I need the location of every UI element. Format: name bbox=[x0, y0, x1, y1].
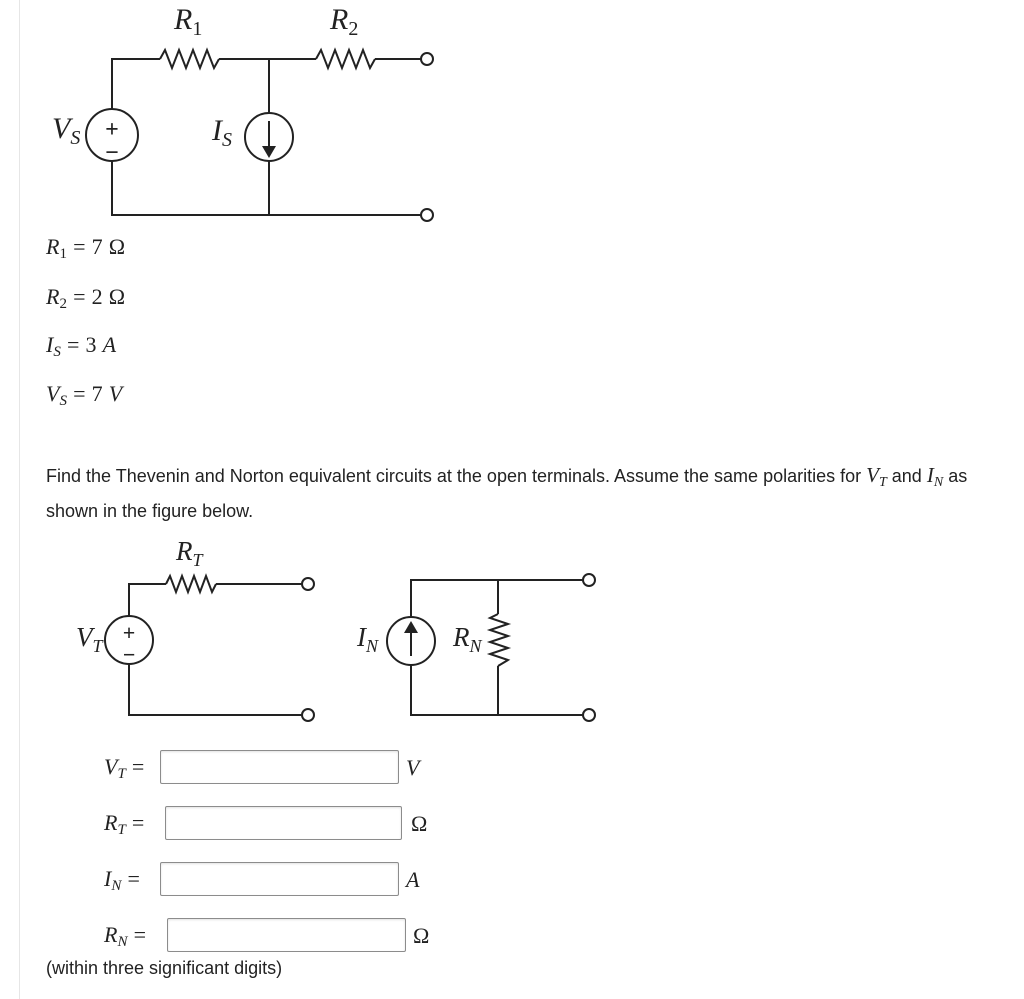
norton-terminal-bottom bbox=[583, 709, 595, 721]
thevenin-terminal-top bbox=[302, 578, 314, 590]
vs-minus-sign: − bbox=[105, 140, 119, 166]
rn-answer-input[interactable] bbox=[167, 918, 406, 952]
resistor-r1-zigzag bbox=[160, 50, 219, 68]
is-arrow-head bbox=[262, 146, 276, 158]
r2-label: $R_2$ bbox=[330, 3, 359, 40]
prompt-vt-symbol: $V_T$ bbox=[866, 463, 887, 490]
given-is: $I_S = 3$ A bbox=[46, 332, 117, 360]
vs-plus-sign: + bbox=[105, 117, 119, 143]
rt-answer-input[interactable] bbox=[165, 806, 402, 840]
rt-label: $R_T$ bbox=[176, 536, 203, 570]
vt-unit: V bbox=[406, 755, 420, 780]
in-answer-input[interactable] bbox=[160, 862, 399, 896]
answer-label-rt: $R_T$ = bbox=[104, 810, 145, 838]
given-r1: $R_1 = 7$ Ω bbox=[46, 234, 126, 262]
given-r2: $R_2 = 2$ Ω bbox=[46, 284, 126, 312]
vt-answer-input[interactable] bbox=[160, 750, 399, 784]
original-circuit-diagram bbox=[0, 0, 460, 232]
prompt-text-2: and bbox=[891, 466, 922, 486]
norton-rn-zigzag bbox=[490, 614, 508, 666]
r1-label: $R_1$ bbox=[174, 3, 203, 40]
resistor-r2-zigzag bbox=[316, 50, 375, 68]
given-vs: $V_S = 7$ V bbox=[46, 381, 123, 409]
thevenin-terminal-bottom bbox=[302, 709, 314, 721]
norton-terminal-top bbox=[583, 574, 595, 586]
significant-digits-note: (within three significant digits) bbox=[46, 958, 283, 978]
prompt-text-1: Find the Thevenin and Norton equivalent circuits at the open terminals. Assume the same polarities for bbox=[46, 466, 862, 486]
equivalent-circuits-diagram bbox=[0, 534, 620, 724]
vt-plus-sign: + bbox=[122, 620, 136, 645]
answer-label-rn: $R_N$ = bbox=[104, 922, 147, 950]
vt-label: $V_T$ bbox=[76, 622, 103, 656]
answer-label-vt: $V_T$ = bbox=[104, 754, 145, 782]
wire-left-bottom bbox=[112, 161, 421, 215]
rn-label: $R_N$ bbox=[453, 622, 482, 656]
thevenin-wire-top bbox=[129, 584, 166, 616]
terminal-bottom bbox=[421, 209, 433, 221]
in-label: $I_N$ bbox=[357, 622, 379, 656]
in-unit: A bbox=[406, 867, 420, 892]
thevenin-rt-zigzag bbox=[166, 576, 216, 592]
vt-minus-sign: − bbox=[122, 642, 136, 667]
rt-unit: Ω bbox=[411, 811, 428, 836]
vs-label: $V_S$ bbox=[52, 112, 81, 149]
is-label: $I_S$ bbox=[212, 114, 232, 151]
terminal-top bbox=[421, 53, 433, 65]
question-prompt bbox=[46, 461, 1018, 526]
wire-left-top bbox=[112, 59, 160, 109]
prompt-in-symbol: $I_N$ bbox=[926, 463, 944, 490]
in-arrow-head bbox=[404, 621, 418, 633]
answer-label-in: $I_N$ = bbox=[104, 866, 140, 894]
thevenin-wire-bottom bbox=[129, 664, 302, 715]
rn-unit: Ω bbox=[413, 923, 430, 948]
prompt-text-3: as shown in the figure below. bbox=[46, 466, 968, 521]
